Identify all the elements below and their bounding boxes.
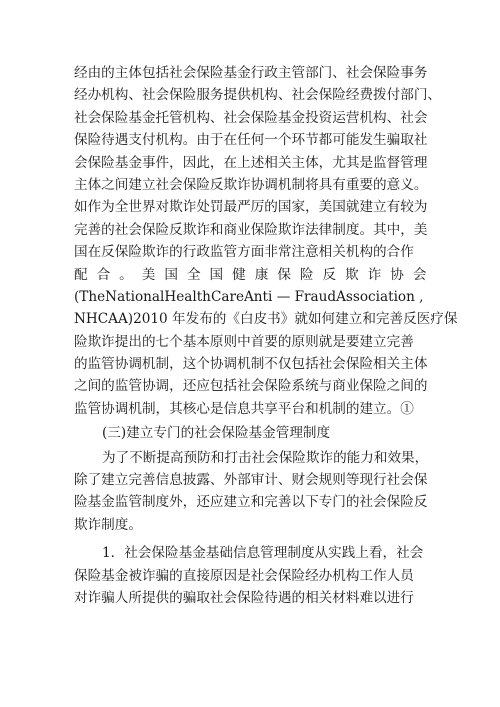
- section-heading: (三)建立专门的社会保险基金管理制度: [102, 425, 331, 442]
- text-line: 欺诈制度。: [74, 516, 142, 533]
- text-line: 1．社会保险基金基础信息管理制度从实践上看，社会: [102, 545, 424, 562]
- text-line: 经由的主体包括社会保险基金行政主管部门、社会保险事务: [74, 65, 428, 81]
- text-line: 保险基金被诈骗的直接原因是社会保险经办机构工作人员: [74, 567, 414, 584]
- text-line: 险基金监管制度外，还应建立和完善以下专门的社会保险反: [74, 494, 428, 511]
- text-line: 的监管协调机制，这个协调机制不仅包括社会保险相关主体: [74, 356, 428, 373]
- text-line: 国在反保险欺诈的行政监管方面非常注意相关机构的合作: [74, 244, 414, 261]
- text-line: 主体之间建立社会保险反欺诈协调机制将具有重要的意义。: [74, 176, 428, 193]
- text-line: 配合。美国全国健康保险反欺诈协会: [74, 266, 436, 283]
- text-line: 经办机构、社会保险服务提供机构、社会保险经费拨付部门、: [74, 87, 442, 104]
- text-line: 对诈骗人所提供的骗取社会保险待遇的相关材料难以进行: [74, 589, 414, 606]
- text-line: NHCAA)2010 年发布的《白皮书》就如何建立和完善反医疗保: [74, 311, 458, 328]
- text-line: 如作为全世界对欺诈处罚最严厉的国家，美国就建立有较为: [74, 199, 428, 216]
- text-line: 会保险基金事件，因此，在上述相关主体，尤其是监督管理: [74, 154, 428, 171]
- text-line: 除了建立完善信息披露、外部审计、财会规则等现行社会保: [74, 472, 428, 489]
- text-line: 完善的社会保险反欺诈和商业保险欺诈法律制度。其中，美: [74, 221, 428, 238]
- body-text: [74, 62, 458, 609]
- text-line: 险欺诈提出的七个基本原则中首要的原则就是要建立完善: [74, 333, 414, 350]
- text-line: 保险待遇支付机构。由于在任何一个环节都可能发生骗取社: [74, 132, 428, 149]
- text-line: 为了不断提高预防和打击社会保险欺诈的能力和效果，: [102, 449, 429, 466]
- text-line: 之间的监管协调，还应包括社会保险系统与商业保险之间的: [74, 378, 428, 395]
- text-line: 监管协调机制，其核心是信息共享平台和机制的建立。①: [74, 400, 414, 417]
- text-line: (TheNationalHealthCareAnti — FraudAssociation ,: [74, 288, 424, 305]
- text-line: 社会保险基金托管机构、社会保险基金投资运营机构、社会: [74, 109, 428, 126]
